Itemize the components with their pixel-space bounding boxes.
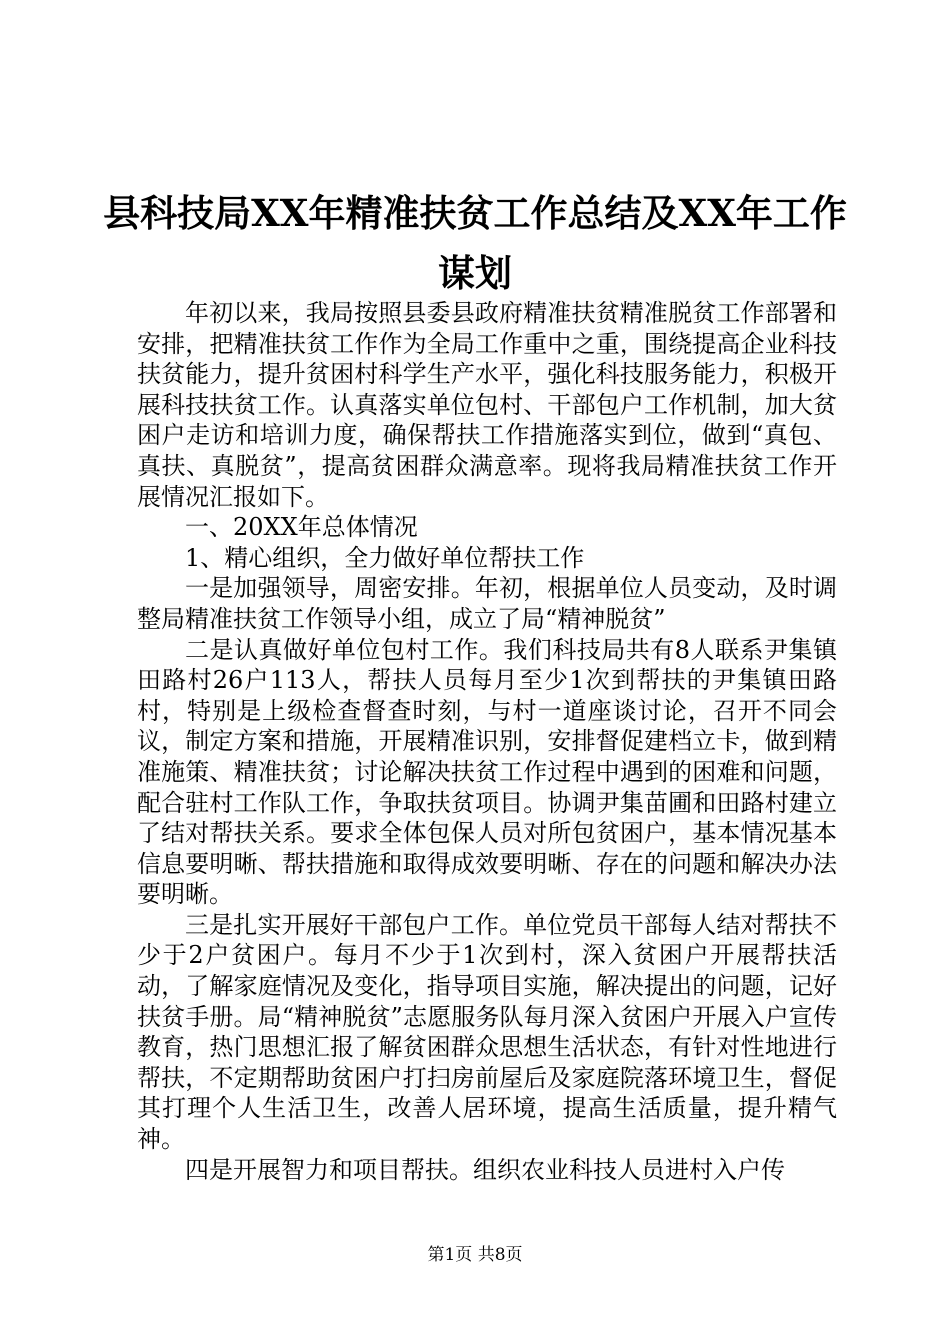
paragraph-intro: 年初以来，我局按照县委县政府精准扶贫精准脱贫工作部署和安排，把精准扶贫工作作为全局工作重中之重，围绕提高企业科技扶贫能力，提升贫困村科学生产水平，强化科技服务能力，积极开展科技扶贫工作。认真落实单位包村、干部包户工作机制，加大贫困户走访和培训力度，确保帮扶工作措施落实到位，做到“真包、真扶、真脱贫”，提高贫困群众满意率。现将我局精准扶贫工作开展情况汇报如下。 xyxy=(137,299,837,511)
document-title: 县科技局XX年精准扶贫工作总结及XX年工作谋划 xyxy=(103,191,847,295)
section-heading: 一、20XX年总体情况 xyxy=(185,513,418,542)
paragraph-second-point: 二是认真做好单位包村工作。我们科技局共有8人联系尹集镇田路村26户113人，帮扶人员每月至少1次到帮扶的尹集镇田路村，特别是上级检查督查时刻，与村一道座谈讨论，召开不同会议，制定方案和措施，开展精准识别，安排督促建档立卡，做到精准施策、精准扶贫；讨论解决扶贫工作过程中遇到的困难和问题，配合驻村工作队工作，争取扶贫项目。协调尹集苗圃和田路村建立了结对帮扶关系。要求全体包保人员对所包贫困户，基本情况基本信息要明晰、帮扶措施和取得成效要明晰、存在的问题和解决办法要明晰。 xyxy=(137,635,837,909)
page-number-footer: 第1页 共8页 xyxy=(427,1245,523,1265)
subsection-heading: 1、精心组织，全力做好单位帮扶工作 xyxy=(185,543,585,572)
paragraph-first-point: 一是加强领导，周密安排。年初，根据单位人员变动，及时调整局精准扶贫工作领导小组，成立了局“精神脱贫” xyxy=(137,574,837,633)
paragraph-fourth-point: 四是开展智力和项目帮扶。组织农业科技人员进村入户传 xyxy=(185,1155,785,1184)
paragraph-third-point: 三是扎实开展好干部包户工作。单位党员干部每人结对帮扶不少于2户贫困户。每月不少于1次到村，深入贫困户开展帮扶活动，了解家庭情况及变化，指导项目实施，解决提出的问题，记好扶贫手册。局“精神脱贫”志愿服务队每月深入贫困户开展入户宣传教育，热门思想汇报了解贫困群众思想生活状态，有针对性地进行帮扶，不定期帮助贫困户打扫房前屋后及家庭院落环境卫生，督促其打理个人生活卫生，改善人居环境，提高生活质量，提升精气神。 xyxy=(137,910,837,1154)
document-body xyxy=(137,298,837,1185)
